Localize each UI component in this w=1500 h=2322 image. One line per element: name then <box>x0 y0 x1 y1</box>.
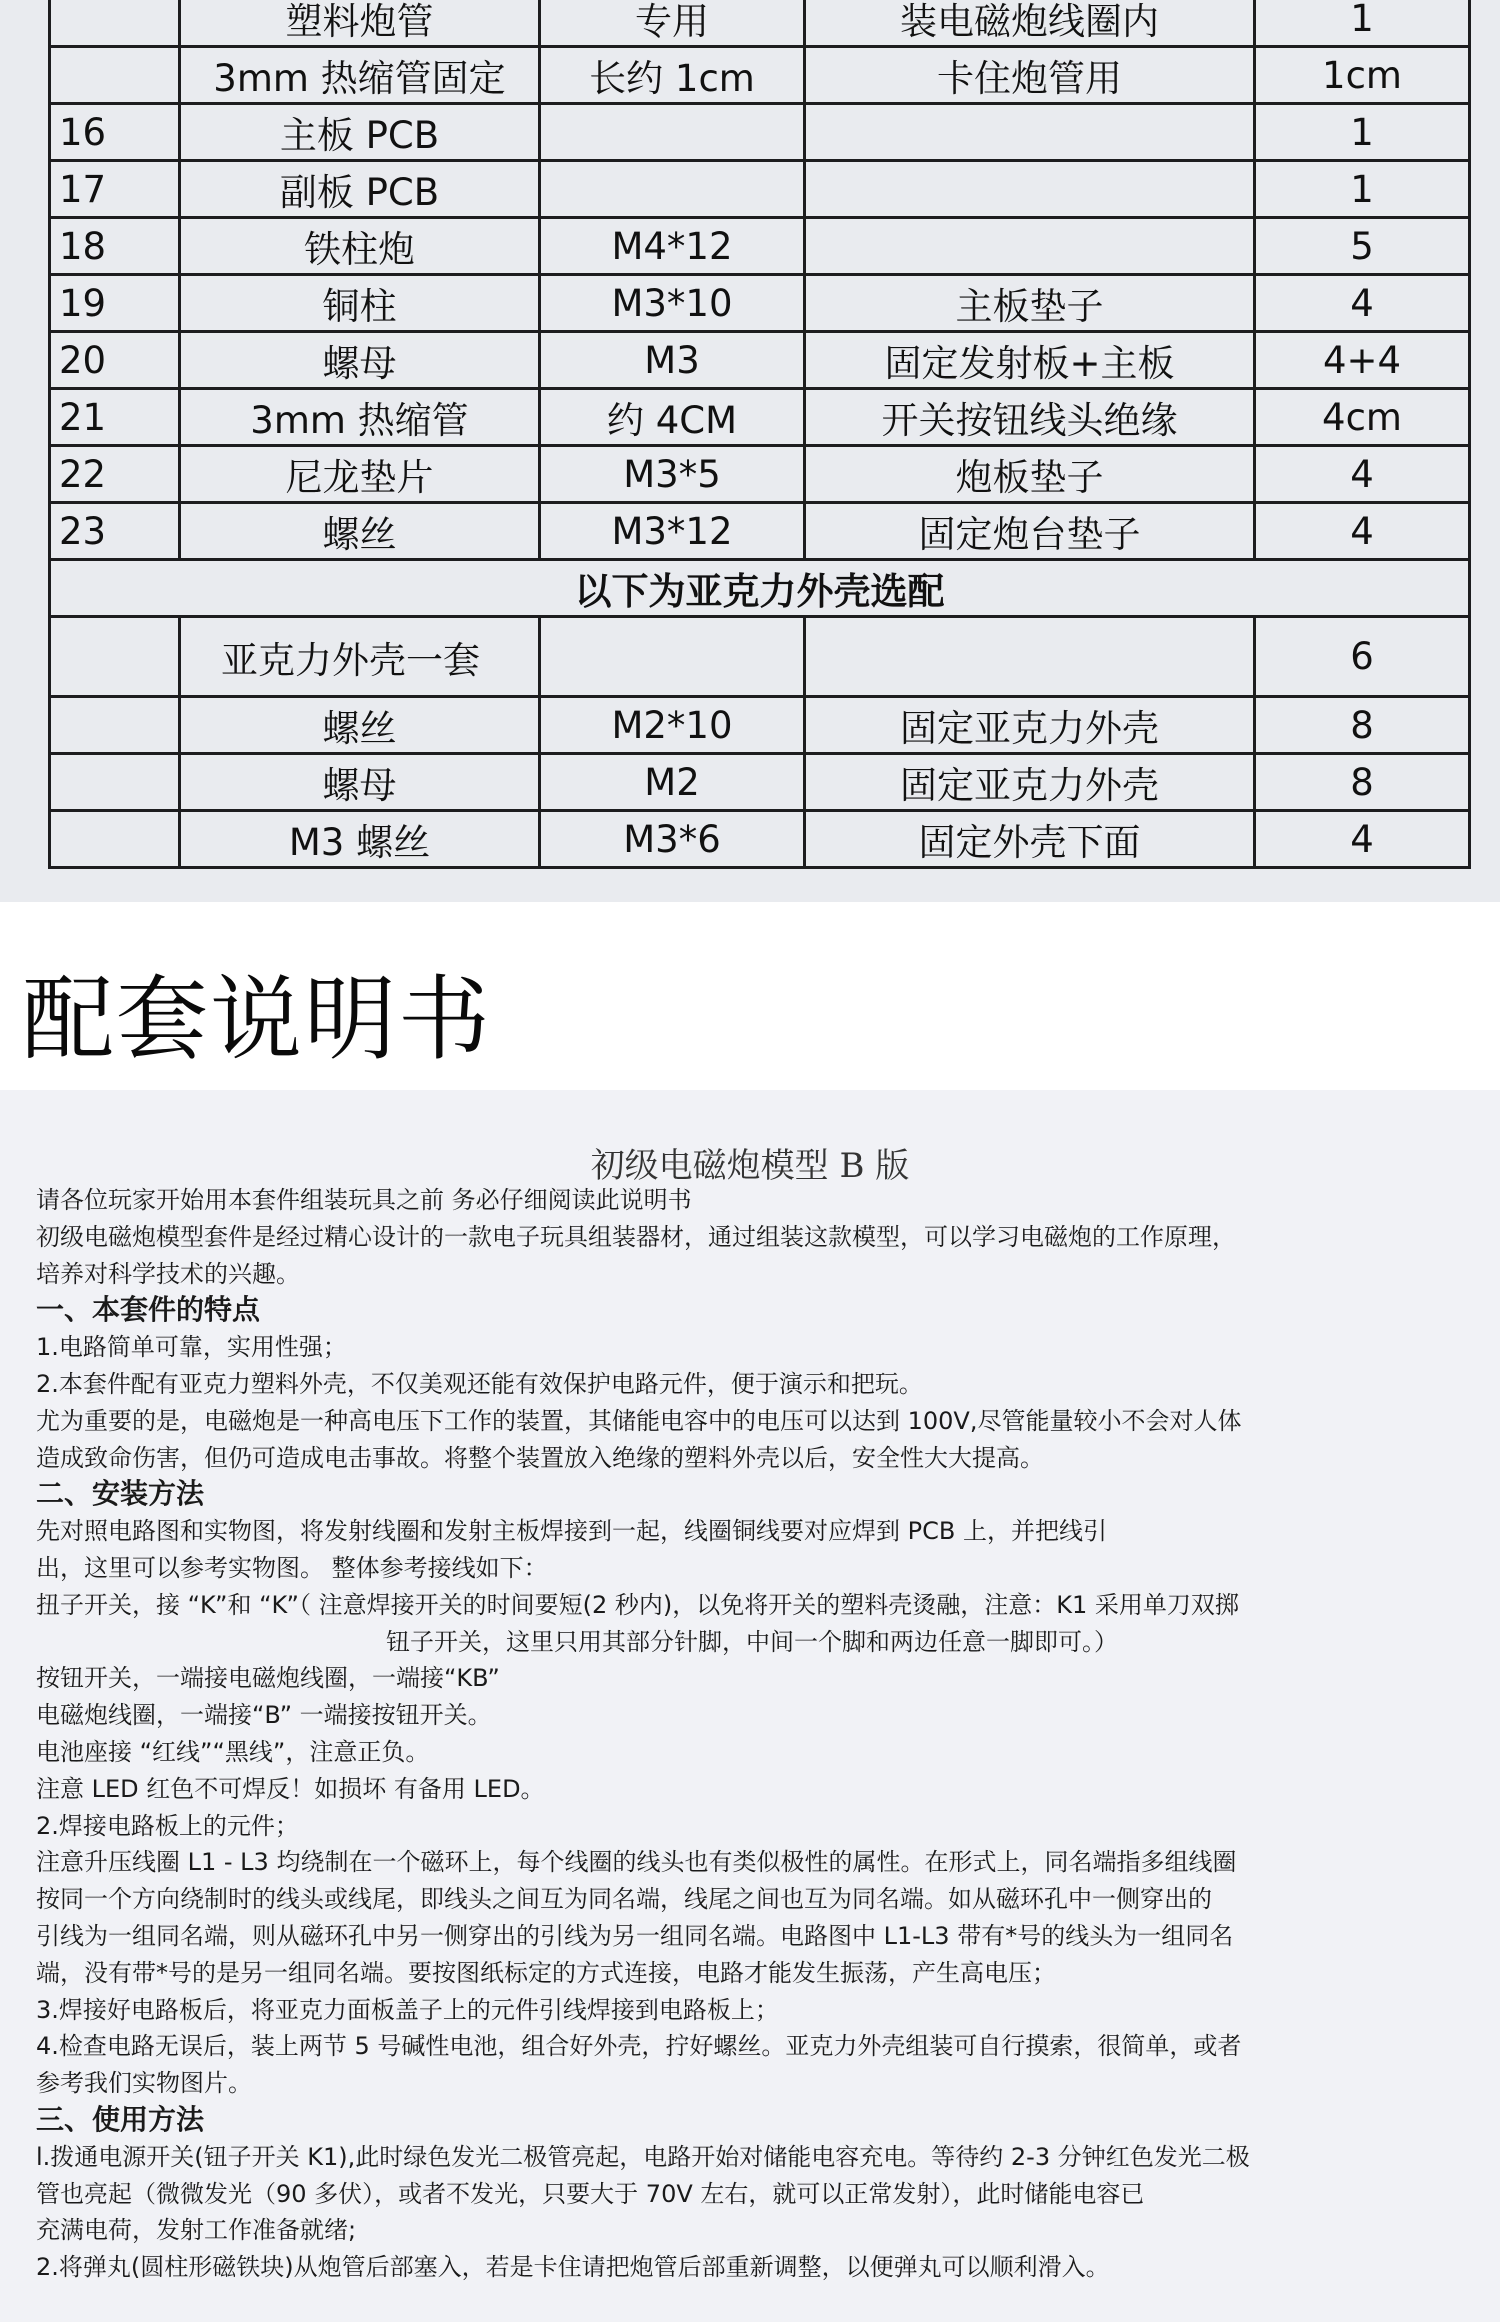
cell-name: 螺丝 <box>180 503 540 560</box>
cell-qty: 4 <box>1255 811 1470 868</box>
text-line: 3.焊接好电路板后，将亚克力面板盖子上的元件引线焊接到电路板上； <box>36 1995 779 2024</box>
text-line: 尤为重要的是，电磁炮是一种高电压下工作的装置，其储能电容中的电压可以达到 100V,尽管能量较小不会对人体 <box>36 1406 1242 1435</box>
text-line: 2.焊接电路板上的元件； <box>36 1811 299 1840</box>
table-row <box>50 446 1470 503</box>
cell-spec: M2 <box>540 754 805 811</box>
text-line: 初级电磁炮模型套件是经过精心设计的一款电子玩具组装器材，通过组装这款模型，可以学习电磁炮的工作原理， <box>36 1222 1236 1251</box>
cell-name: 尼龙垫片 <box>180 446 540 503</box>
text-line: 充满电荷，发射工作准备就绪; <box>36 2216 357 2245</box>
text-line: 参考我们实物图片。 <box>36 2069 252 2098</box>
cell-name: 3mm 热缩管固定 <box>180 47 540 104</box>
text-line: 按钮开关，一端接电磁炮线圈，一端接“KB” <box>36 1664 500 1693</box>
cell-name: 主板 PCB <box>180 104 540 161</box>
section-row <box>50 560 1470 617</box>
cell-spec: M2*10 <box>540 697 805 754</box>
section-heading: 二、安装方法 <box>36 1477 205 1511</box>
cell-purpose <box>805 104 1255 161</box>
text-line: 电池座接 “红线”“黑线”，注意正负。 <box>36 1737 430 1766</box>
cell-spec: M3*6 <box>540 811 805 868</box>
cell-spec: M3*5 <box>540 446 805 503</box>
cell-spec: M3 <box>540 332 805 389</box>
text-line: 管也亮起（微微发光（90 多伏），或者不发光，只要大于 70V 左右，就可以正常发射），此时储能电容已 <box>36 2179 1145 2208</box>
cell-purpose: 固定亚克力外壳 <box>805 754 1255 811</box>
manual-heading: 配套说明书 <box>22 966 493 1073</box>
cell-qty: 6 <box>1255 617 1470 697</box>
cell-spec: 长约 1cm <box>540 47 805 104</box>
cell-num <box>50 754 180 811</box>
cell-qty: 1 <box>1255 161 1470 218</box>
cell-spec <box>540 104 805 161</box>
table-row <box>50 104 1470 161</box>
cell-qty: 4cm <box>1255 389 1470 446</box>
table-row <box>50 617 1470 697</box>
text-line: 2.将弹丸(圆柱形磁铁块)从炮管后部塞入，若是卡住请把炮管后部重新调整，以便弹丸可以顺利滑入。 <box>36 2253 1110 2282</box>
cell-qty: 5 <box>1255 218 1470 275</box>
text-line: 钮子开关，这里只用其部分针脚，中间一个脚和两边任意一脚即可。） <box>386 1627 1118 1656</box>
cell-purpose: 固定外壳下面 <box>805 811 1255 868</box>
cell-name: 螺丝 <box>180 697 540 754</box>
text-line: 端，没有带*号的是另一组同名端。要按图纸标定的方式连接，电路才能发生振荡，产生高电压； <box>36 1958 1056 1987</box>
cell-purpose: 装电磁炮线圈内 <box>805 0 1255 47</box>
table-row <box>50 811 1470 868</box>
cell-spec: M3*10 <box>540 275 805 332</box>
cell-spec: 约 4CM <box>540 389 805 446</box>
text-line: 1.电路简单可靠，实用性强； <box>36 1333 347 1362</box>
table-row <box>50 332 1470 389</box>
cell-name: 亚克力外壳一套 <box>180 617 540 697</box>
cell-purpose <box>805 161 1255 218</box>
cell-name: 塑料炮管 <box>180 0 540 47</box>
cell-name: 铁柱炮 <box>180 218 540 275</box>
cell-qty: 4 <box>1255 503 1470 560</box>
cell-num: 16 <box>50 104 180 161</box>
manual-document-photo <box>0 1090 1500 2322</box>
text-line: 扭子开关，接 “K”和 “K”（ 注意焊接开关的时间要短(2 秒内)，以免将开关的塑料壳烫融，注意：K1 采用单刀双掷 <box>36 1590 1239 1619</box>
cell-purpose: 开关按钮线头绝缘 <box>805 389 1255 446</box>
table-row <box>50 754 1470 811</box>
text-line: 按同一个方向绕制时的线头或线尾，即线头之间互为同名端，线尾之间也互为同名端。如从磁环孔中一侧穿出的 <box>36 1885 1212 1914</box>
cell-num: 22 <box>50 446 180 503</box>
cell-spec <box>540 161 805 218</box>
table-row <box>50 275 1470 332</box>
text-line: 请各位玩家开始用本套件组装玩具之前 务必仔细阅读此说明书 <box>36 1186 692 1214</box>
cell-spec: M3*12 <box>540 503 805 560</box>
cell-num: 21 <box>50 389 180 446</box>
cell-spec: 专用 <box>540 0 805 47</box>
text-line: 先对照电路图和实物图，将发射线圈和发射主板焊接到一起，线圈铜线要对应焊到 PCB 上，并把线引 <box>36 1517 1107 1546</box>
document-body <box>36 1182 1476 2286</box>
cell-name: 螺母 <box>180 332 540 389</box>
cell-purpose: 主板垫子 <box>805 275 1255 332</box>
cell-purpose: 卡住炮管用 <box>805 47 1255 104</box>
table-row <box>50 503 1470 560</box>
cell-qty: 1 <box>1255 0 1470 47</box>
cell-qty: 4 <box>1255 446 1470 503</box>
cell-purpose <box>805 617 1255 697</box>
parts-table-photo <box>0 0 1500 902</box>
table-row <box>50 47 1470 104</box>
section-heading: 一、本套件的特点 <box>36 1293 261 1327</box>
cell-name: 铜柱 <box>180 275 540 332</box>
table-row <box>50 389 1470 446</box>
cell-num <box>50 47 180 104</box>
text-line: 培养对科学技术的兴趣。 <box>36 1259 300 1288</box>
section-label: 以下为亚克力外壳选配 <box>50 560 1470 617</box>
cell-num: 17 <box>50 161 180 218</box>
cell-qty: 8 <box>1255 754 1470 811</box>
table-row <box>50 218 1470 275</box>
cell-spec <box>540 617 805 697</box>
table-row <box>50 697 1470 754</box>
cell-qty: 1 <box>1255 104 1470 161</box>
cell-purpose: 固定发射板+主板 <box>805 332 1255 389</box>
parts-table <box>48 0 1471 869</box>
cell-purpose <box>805 218 1255 275</box>
cell-qty: 4+4 <box>1255 332 1470 389</box>
cell-name: 螺母 <box>180 754 540 811</box>
text-line: 引线为一组同名端，则从磁环孔中另一侧穿出的引线为另一组同名端。电路图中 L1-L3 带有*号的线头为一组同名 <box>36 1921 1234 1950</box>
text-line: 2.本套件配有亚克力塑料外壳，不仅美观还能有效保护电路元件，便于演示和把玩。 <box>36 1369 923 1398</box>
text-line: 注意升压线圈 L1 - L3 均绕制在一个磁环上，每个线圈的线头也有类似极性的属性。在形式上，同名端指多组线圈 <box>36 1848 1237 1877</box>
cell-purpose: 固定亚克力外壳 <box>805 697 1255 754</box>
cell-qty: 4 <box>1255 275 1470 332</box>
table-row <box>50 161 1470 218</box>
table-row <box>50 0 1470 47</box>
text-line: 出，这里可以参考实物图。 整体参考接线如下： <box>36 1553 548 1582</box>
text-line: 4.检查电路无误后，装上两节 5 号碱性电池，组合好外壳，拧好螺丝。亚克力外壳组装可自行摸索，很简单，或者 <box>36 2032 1242 2061</box>
cell-purpose: 炮板垫子 <box>805 446 1255 503</box>
text-line: 造成致命伤害，但仍可造成电击事故。将整个装置放入绝缘的塑料外壳以后，安全性大大提高。 <box>36 1443 1044 1472</box>
cell-qty: 8 <box>1255 697 1470 754</box>
cell-purpose: 固定炮台垫子 <box>805 503 1255 560</box>
cell-num: 18 <box>50 218 180 275</box>
cell-num <box>50 811 180 868</box>
document-title: 初级电磁炮模型 B 版 <box>590 1146 910 1186</box>
cell-num: 20 <box>50 332 180 389</box>
cell-num: 23 <box>50 503 180 560</box>
cell-num <box>50 617 180 697</box>
cell-spec: M4*12 <box>540 218 805 275</box>
cell-name: 副板 PCB <box>180 161 540 218</box>
text-line: l.拨通电源开关(钮子开关 K1),此时绿色发光二极管亮起，电路开始对储能电容充电。等待约 2-3 分钟红色发光二极 <box>36 2142 1250 2171</box>
cell-qty: 1cm <box>1255 47 1470 104</box>
text-line: 电磁炮线圈，一端接“B” 一端接按钮开关。 <box>36 1701 492 1730</box>
cell-name: 3mm 热缩管 <box>180 389 540 446</box>
cell-num: 19 <box>50 275 180 332</box>
cell-name: M3 螺丝 <box>180 811 540 868</box>
cell-num <box>50 697 180 754</box>
section-heading: 三、使用方法 <box>36 2102 205 2136</box>
cell-num <box>50 0 180 47</box>
text-line: 注意 LED 红色不可焊反！如损坏 有备用 LED。 <box>36 1774 545 1803</box>
